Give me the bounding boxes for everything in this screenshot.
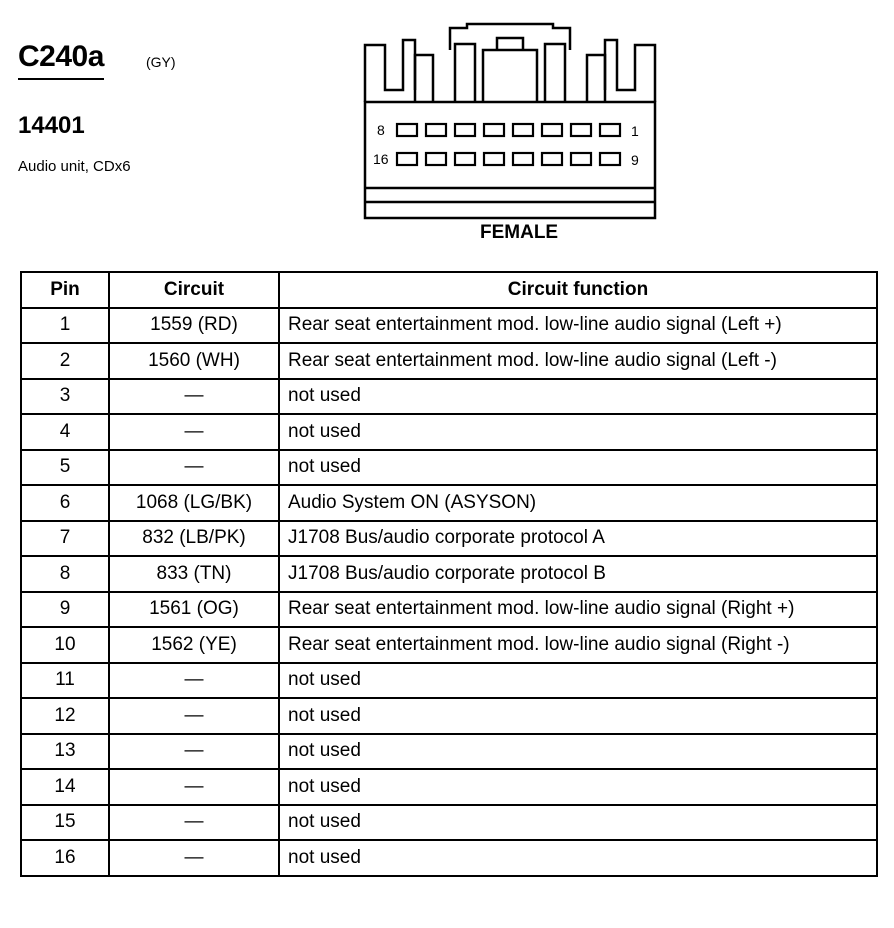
table-row (21, 450, 877, 486)
circuit-function-cell: not used (279, 379, 877, 415)
pin-number-cell: 4 (21, 414, 109, 450)
pin-number-cell: 9 (21, 592, 109, 628)
circuit-function-cell: Rear seat entertainment mod. low-line audio signal (Left -) (279, 343, 877, 379)
gender-label: FEMALE (480, 222, 559, 243)
circuit-function-cell: not used (279, 840, 877, 876)
circuit-function-cell: not used (279, 414, 877, 450)
pin-number-cell: 2 (21, 343, 109, 379)
cavity-row-top (397, 124, 620, 136)
table-row (21, 840, 877, 876)
table-row (21, 485, 877, 521)
circuit-cell: — (109, 840, 279, 876)
table-header-row (21, 272, 877, 308)
circuit-cell: — (109, 698, 279, 734)
table-row (21, 308, 877, 344)
circuit-cell: 1562 (YE) (109, 627, 279, 663)
circuit-cell: 1559 (RD) (109, 308, 279, 344)
pin-number-cell: 5 (21, 450, 109, 486)
circuit-cell: — (109, 805, 279, 841)
pin-number-cell: 14 (21, 769, 109, 805)
pin-number-cell: 1 (21, 308, 109, 344)
circuit-function-cell: Rear seat entertainment mod. low-line audio signal (Left +) (279, 308, 877, 344)
table-row (21, 663, 877, 699)
row1-right-label: 1 (631, 123, 639, 139)
pin-number-cell: 7 (21, 521, 109, 557)
table-row (21, 414, 877, 450)
circuit-cell: — (109, 379, 279, 415)
table-row (21, 556, 877, 592)
pin-number-cell: 8 (21, 556, 109, 592)
connector-body (365, 102, 655, 218)
circuit-function-cell: not used (279, 698, 877, 734)
header-pin: Pin (21, 272, 109, 308)
table-row (21, 805, 877, 841)
table-row (21, 698, 877, 734)
pinout-table (20, 271, 878, 877)
circuit-function-cell: J1708 Bus/audio corporate protocol B (279, 556, 877, 592)
circuit-function-cell: Audio System ON (ASYSON) (279, 485, 877, 521)
pin-number-cell: 11 (21, 663, 109, 699)
circuit-cell: 1560 (WH) (109, 343, 279, 379)
row1-left-label: 8 (377, 122, 385, 138)
header-circuit: Circuit (109, 272, 279, 308)
pin-number-cell: 13 (21, 734, 109, 770)
pin-number-cell: 12 (21, 698, 109, 734)
table-row (21, 592, 877, 628)
connector-latch-right (605, 40, 655, 102)
header-circuit-function: Circuit function (279, 272, 877, 308)
pin-number-cell: 15 (21, 805, 109, 841)
table-row (21, 379, 877, 415)
connector-color: (GY) (146, 54, 176, 70)
pin-number-cell: 6 (21, 485, 109, 521)
pinout-table-body (21, 308, 877, 876)
circuit-cell: — (109, 663, 279, 699)
row2-left-label: 16 (373, 151, 389, 167)
connector-id: C240a (18, 40, 104, 80)
circuit-function-cell: not used (279, 805, 877, 841)
connector-rib-right (545, 44, 565, 102)
connector-header (18, 40, 176, 175)
connector-rib-left (455, 44, 475, 102)
circuit-function-cell: not used (279, 663, 877, 699)
connector-center-block (483, 50, 537, 102)
circuit-function-cell: not used (279, 450, 877, 486)
circuit-function-cell: Rear seat entertainment mod. low-line audio signal (Right +) (279, 592, 877, 628)
circuit-function-cell: J1708 Bus/audio corporate protocol A (279, 521, 877, 557)
table-row (21, 343, 877, 379)
connector-face-diagram (355, 10, 665, 245)
circuit-cell: 832 (LB/PK) (109, 521, 279, 557)
circuit-cell: 1068 (LG/BK) (109, 485, 279, 521)
circuit-cell: — (109, 450, 279, 486)
circuit-cell: 1561 (OG) (109, 592, 279, 628)
circuit-cell: — (109, 414, 279, 450)
row2-right-label: 9 (631, 152, 639, 168)
cavity-row-bottom (397, 153, 620, 165)
circuit-function-cell: not used (279, 734, 877, 770)
circuit-cell: 833 (TN) (109, 556, 279, 592)
pin-number-cell: 16 (21, 840, 109, 876)
table-row (21, 627, 877, 663)
circuit-cell: — (109, 734, 279, 770)
table-row (21, 521, 877, 557)
pin-number-cell: 3 (21, 379, 109, 415)
table-row (21, 769, 877, 805)
circuit-function-cell: not used (279, 769, 877, 805)
table-row (21, 734, 877, 770)
circuit-function-cell: Rear seat entertainment mod. low-line audio signal (Right -) (279, 627, 877, 663)
connector-description: Audio unit, CDx6 (18, 158, 131, 175)
connector-latch-left (365, 40, 415, 102)
circuit-cell: — (109, 769, 279, 805)
pin-number-cell: 10 (21, 627, 109, 663)
part-number: 14401 (18, 112, 85, 139)
